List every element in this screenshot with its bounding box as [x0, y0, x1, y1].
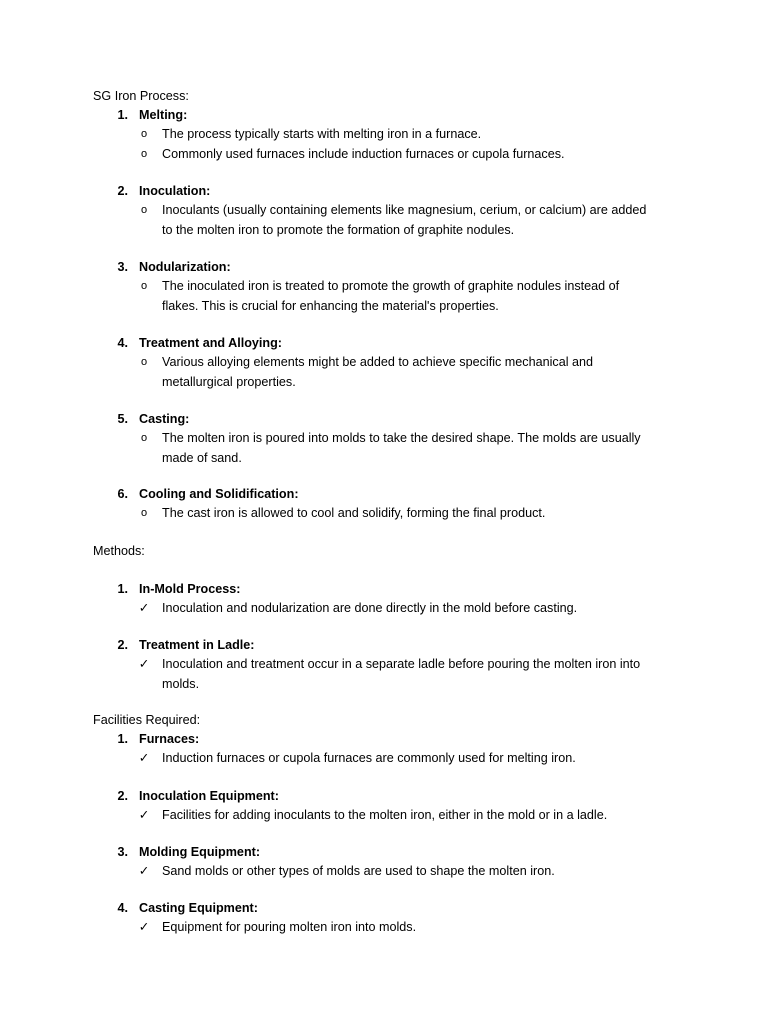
list-item-heading: Inoculation:	[139, 184, 211, 198]
bullet-text: Sand molds or other types of molds are used to shape the molten iron.	[162, 864, 555, 878]
list-item-number: 3.	[117, 260, 128, 274]
bullet-text: Inoculation and treatment occur in a separate ladle before pouring the molten iron into	[162, 657, 641, 671]
list-item-heading: Treatment in Ladle:	[139, 638, 255, 652]
bullet-text: flakes. This is crucial for enhancing the material's properties.	[162, 298, 499, 313]
list-item-number: 6.	[117, 487, 128, 501]
bullet-text: made of sand.	[162, 450, 242, 465]
checkmark-icon: ✓	[138, 601, 150, 615]
bullet-text: Various alloying elements might be added to achieve specific mechanical and	[162, 355, 594, 369]
list-item-heading: Furnaces:	[139, 732, 200, 746]
facilities-title: Facilities Required:	[93, 713, 201, 727]
list-item-number: 2.	[117, 184, 128, 198]
checkmark-icon: ✓	[138, 657, 150, 671]
methods-title: Methods:	[93, 544, 145, 558]
list-item-heading: Nodularization:	[139, 260, 231, 274]
list-item-heading: In-Mold Process:	[139, 582, 241, 596]
list-item-heading: Melting:	[139, 108, 188, 122]
circle-bullet-icon: o	[140, 204, 148, 216]
list-item-number: 4.	[117, 336, 128, 350]
list-item-heading: Inoculation Equipment:	[139, 789, 279, 803]
list-item-number: 2.	[117, 638, 128, 652]
document-title: SG Iron Process:	[93, 89, 189, 103]
list-item-number: 5.	[117, 412, 128, 426]
bullet-text: Inoculation and nodularization are done directly in the mold before casting.	[162, 601, 578, 615]
list-item-heading: Casting Equipment:	[139, 901, 258, 915]
bullet-text: Equipment for pouring molten iron into molds.	[162, 920, 417, 934]
circle-bullet-icon: o	[140, 507, 148, 519]
list-item-number: 1.	[117, 732, 128, 746]
bullet-text: The inoculated iron is treated to promote the growth of graphite nodules instead of	[162, 279, 620, 293]
checkmark-icon: ✓	[138, 864, 150, 878]
bullet-text: to the molten iron to promote the formation of graphite nodules.	[162, 222, 515, 237]
list-item-heading: Casting:	[139, 412, 190, 426]
circle-bullet-icon: o	[140, 356, 148, 368]
list-item-heading: Molding Equipment:	[139, 845, 261, 859]
list-item-number: 3.	[117, 845, 128, 859]
bullet-text: molds.	[162, 676, 200, 691]
circle-bullet-icon: o	[140, 147, 148, 160]
bullet-text: Facilities for adding inoculants to the molten iron, either in the mold or in a ladle.	[162, 808, 608, 822]
checkmark-icon: ✓	[138, 751, 150, 765]
circle-bullet-icon: o	[140, 280, 148, 292]
list-item-number: 1.	[117, 108, 128, 122]
bullet-text: The cast iron is allowed to cool and solidify, forming the final product.	[162, 506, 546, 520]
circle-bullet-icon: o	[140, 432, 148, 444]
list-item-number: 4.	[117, 901, 128, 915]
bullet-text: Inoculants (usually containing elements like magnesium, cerium, or calcium) are added	[162, 203, 647, 217]
bullet-text: The molten iron is poured into molds to take the desired shape. The molds are usually	[162, 431, 641, 445]
list-item-heading: Cooling and Solidification:	[139, 487, 299, 501]
checkmark-icon: ✓	[138, 920, 150, 934]
bullet-text: Induction furnaces or cupola furnaces are commonly used for melting iron.	[162, 751, 576, 765]
list-item-heading: Treatment and Alloying:	[139, 336, 282, 350]
list-item-number: 2.	[117, 789, 128, 803]
circle-bullet-icon: o	[140, 128, 148, 140]
list-item-number: 1.	[117, 582, 128, 596]
bullet-text: metallurgical properties.	[162, 374, 296, 389]
checkmark-icon: ✓	[138, 808, 150, 822]
bullet-text: Commonly used furnaces include induction furnaces or cupola furnaces.	[162, 146, 565, 161]
bullet-text: The process typically starts with melting iron in a furnace.	[162, 127, 482, 141]
